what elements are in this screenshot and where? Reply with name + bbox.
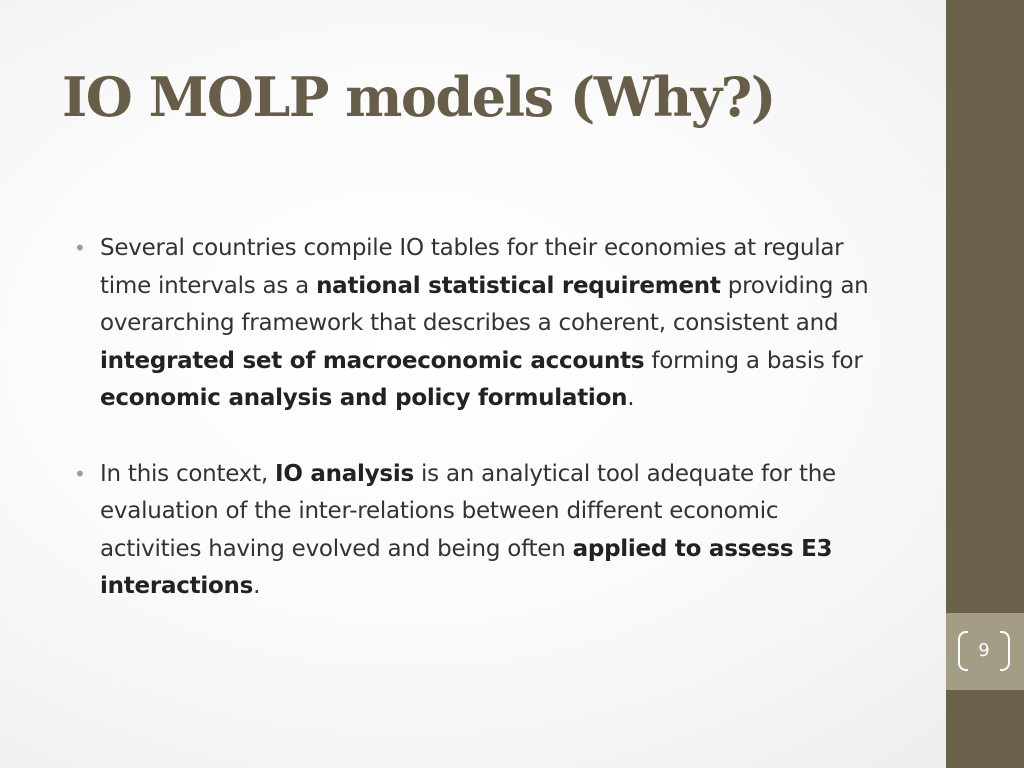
- bullet-text-segment: Several countries compile IO tables for their economies at regular time intervals as a: [100, 235, 844, 299]
- bullet-text-emphasis: national statistical requirement: [316, 272, 721, 299]
- bullet-item: [74, 230, 874, 418]
- bullet-text-emphasis: integrated set of macroeconomic accounts: [100, 347, 645, 374]
- bullet-text-segment: forming a basis for: [644, 347, 863, 374]
- bullet-text-segment: .: [627, 385, 635, 411]
- bullet-text: [100, 235, 869, 411]
- bullet-text-emphasis: applied to assess E3 interactions: [100, 535, 833, 599]
- bullet-text-segment: providing an overarching framework that describes a coherent, consistent and: [100, 272, 869, 336]
- bullet-text: [100, 461, 836, 600]
- bullet-item: [74, 456, 874, 606]
- page-number-frame: [958, 631, 1010, 671]
- bullet-text-emphasis: IO analysis: [275, 460, 414, 487]
- page-number-box: [946, 613, 1024, 690]
- page-number: 9: [978, 640, 990, 661]
- bullet-text-segment: .: [253, 573, 261, 599]
- bullet-text-segment: is an analytical tool adequate for the evaluation of the inter-relations between different economic activities having evolved and being often: [100, 460, 836, 562]
- bullet-text-emphasis: economic analysis and policy formulation: [100, 385, 628, 411]
- bullet-icon: •: [74, 236, 86, 260]
- bullet-text-segment: In this context,: [100, 460, 276, 487]
- bullet-list: [74, 230, 874, 606]
- slide-title: IO MOLP models (Why?): [62, 65, 775, 129]
- bullet-icon: •: [74, 461, 86, 486]
